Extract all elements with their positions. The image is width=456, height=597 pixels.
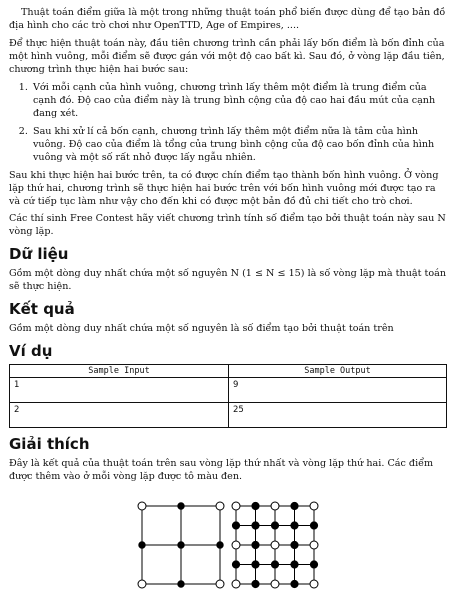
existing-point [310,580,318,588]
new-point [252,522,259,529]
intro-paragraph-2: Để thực hiện thuật toán này, đầu tiên chương trình cần phải lấy bốn điểm là bốn đỉnh của một hình vuông, mỗi điểm sẽ được gán với một độ cao bất kì. Sau đó, ở vòng lặp đầu tiên, chương trình thực hiện hai bước sau: [9,38,445,75]
step-item: 1. Với mỗi cạnh của hình vuông, chương trình lấy thêm một điểm là trung điểm của cạnh đó. Độ cao của điểm này là trung bình cộng của độ cao hai đầu mút của cạnh đang xét. [31,81,447,120]
new-point [217,542,223,548]
existing-point [310,541,318,549]
new-point [232,561,239,568]
new-point [271,522,278,529]
grid-iteration-1 [138,502,224,588]
input-heading: Dữ liệu [9,245,69,263]
new-point [252,502,259,509]
new-point [252,580,259,587]
new-point [291,580,298,587]
output-description: Gồm một dòng duy nhất chứa một số nguyên là số điểm tạo bởi thuật toán trên [9,323,394,334]
existing-point [271,580,279,588]
iteration-diagrams [136,500,336,592]
new-point [271,561,278,568]
sample-output-header: Sample Output [229,365,447,378]
sample-input-header: Sample Input [10,365,229,378]
existing-point [271,502,279,510]
grid-iteration-2 [232,502,318,588]
table-row [10,403,447,428]
example-heading: Ví dụ [9,342,53,360]
existing-point [271,541,279,549]
step-item: 2. Sau khi xử lí cả bốn cạnh, chương trình lấy thêm một điểm nữa là tâm của hình vuông. Độ cao của điểm là tổng của trung bình cộng của độ cao bốn đỉnh của hình vuông và một số rất nhỏ được lấy ngẫu nhiên. [31,125,447,164]
new-point [291,561,298,568]
new-point [252,541,259,548]
new-point [291,541,298,548]
sample-table [9,364,447,428]
sample-output-cell: 9 [229,378,447,403]
existing-point [232,580,240,588]
sample-input-cell: 2 [10,403,229,428]
table-row [10,378,447,403]
new-point [178,581,184,587]
sample-input-cell: 1 [10,378,229,403]
existing-point [310,502,318,510]
existing-point [232,541,240,549]
new-point [178,542,184,548]
new-point [178,503,184,509]
sample-table-header [10,365,447,378]
input-description: Gồm một dòng duy nhất chứa một số nguyên N (1 ≤ N ≤ 15) là số vòng lặp mà thuật toán sẽ thực hiện. [9,268,447,292]
existing-point [138,580,146,588]
new-point [291,502,298,509]
new-point [310,561,317,568]
new-point [310,522,317,529]
new-point [139,542,145,548]
intro-paragraph-1: Thuật toán điểm giữa là một trong những thuật toán phổ biến được dùng để tạo bản đồ địa hình cho các trò chơi như OpenTTD, Age of Empires, .... [9,7,446,31]
steps-list [9,81,447,164]
task-paragraph: Các thí sinh Free Contest hãy viết chương trình tính số điểm tạo bởi thuật toán này sau N vòng lặp. [9,213,446,237]
existing-point [138,502,146,510]
existing-point [232,502,240,510]
new-point [252,561,259,568]
new-point [291,522,298,529]
explanation-heading: Giải thích [9,435,90,453]
intro-paragraph-3: Sau khi thực hiện hai bước trên, ta có được chín điểm tạo thành bốn hình vuông. Ở vòng lặp thứ hai, chương trình sẽ thực hiện hai bước trên với bốn hình vuông mới được tạo ra và cứ tiếp tục làm như vậy cho đến khi có được một bản đồ đủ chi tiết cho trò chơi. [9,170,439,207]
existing-point [216,580,224,588]
sample-output-cell: 25 [229,403,447,428]
explanation-text: Đây là kết quả của thuật toán trên sau vòng lặp thứ nhất và vòng lặp thứ hai. Các điểm được thêm vào ở mỗi vòng lặp được tô màu đen. [9,458,434,482]
existing-point [216,502,224,510]
new-point [232,522,239,529]
output-heading: Kết quả [9,300,75,318]
